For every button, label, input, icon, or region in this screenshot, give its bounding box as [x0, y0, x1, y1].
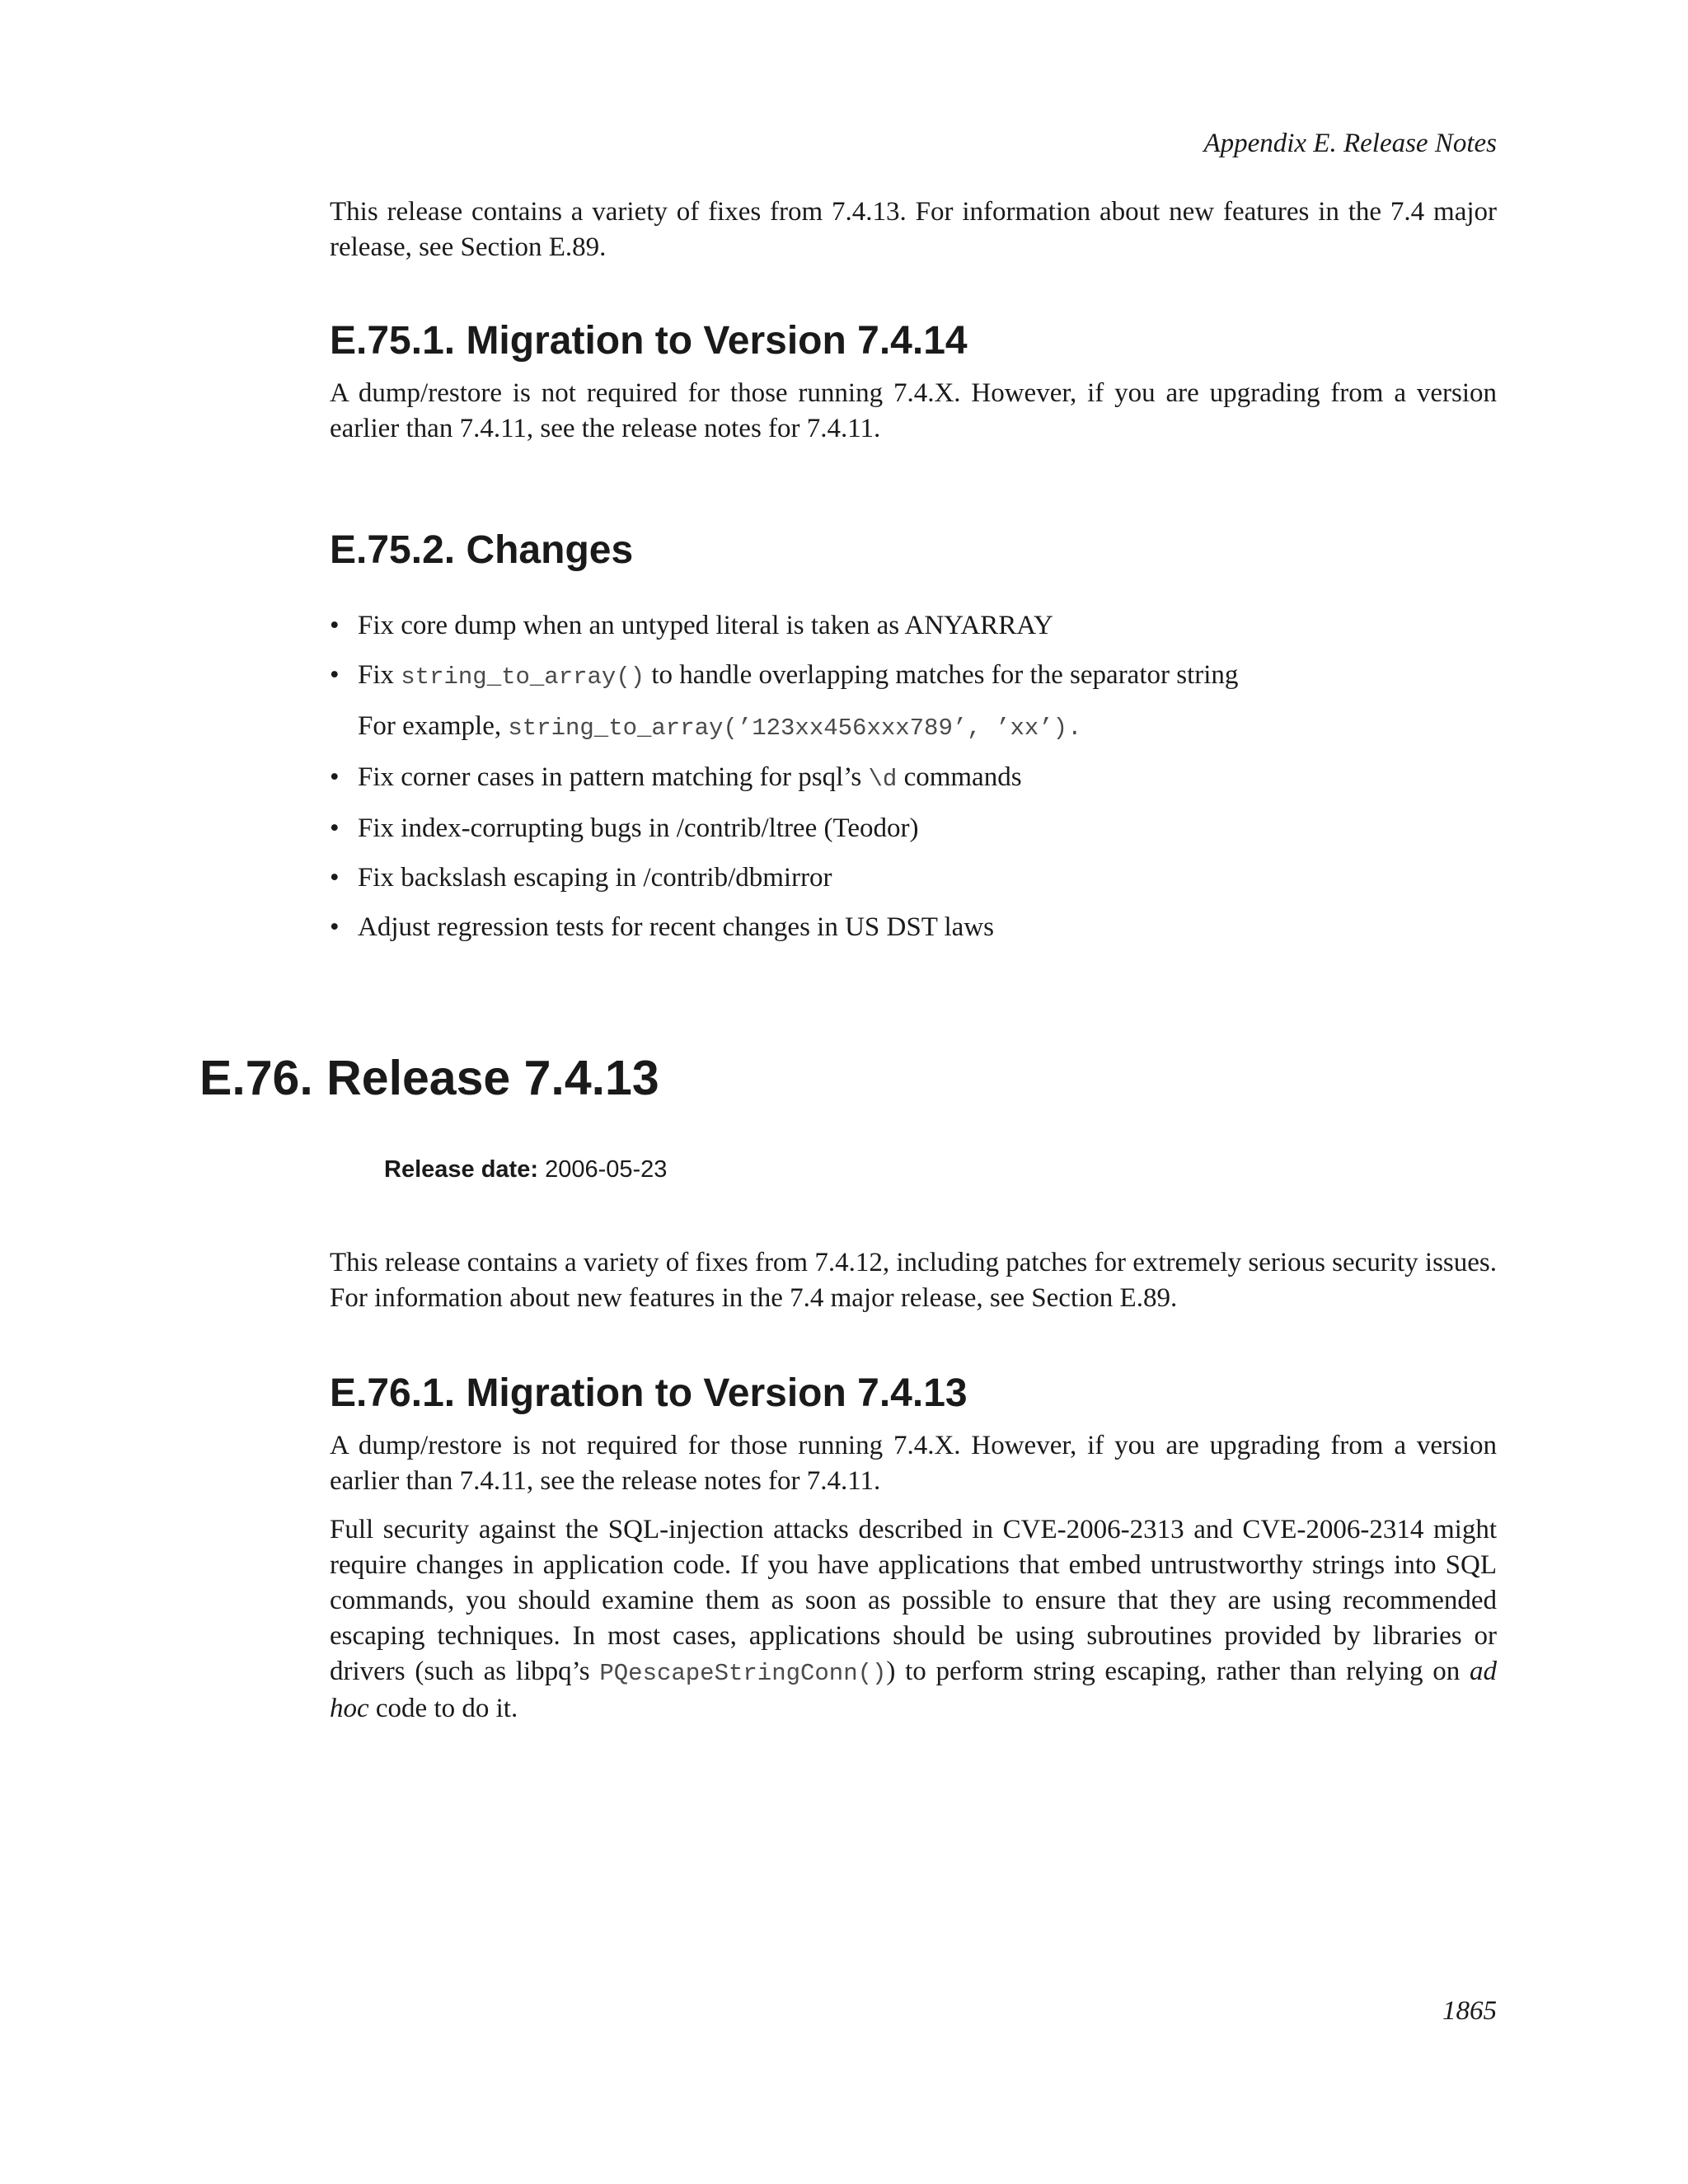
- migration-paragraph-7-4-13: A dump/restore is not required for those running 7.4.X. However, if you are upgrading from a version earlier than 7.4.11, see the release notes for 7.4.11.: [330, 1431, 1497, 1496]
- list-item-text: to handle overlapping matches for the separator string: [645, 660, 1239, 690]
- bullet-glyph: •: [330, 660, 340, 690]
- heading-e75-1: E.75.1. Migration to Version 7.4.14: [330, 319, 968, 363]
- release-date: [384, 1155, 1497, 1184]
- list-item-example: [330, 709, 1497, 746]
- release-date-value: 2006-05-23: [545, 1156, 668, 1183]
- security-text: code to do it.: [368, 1694, 518, 1723]
- bullet-glyph: •: [330, 813, 340, 843]
- security-paragraph: [330, 1512, 1497, 1727]
- example-text: For example,: [358, 711, 509, 741]
- list-item-text: Fix: [358, 660, 401, 690]
- list-item: [330, 910, 1497, 945]
- page-content: [199, 194, 1497, 1727]
- list-item-text: Fix corner cases in pattern matching for psql’s: [358, 762, 869, 792]
- list-item-text: Fix core dump when an untyped literal is taken as ANYARRAY: [358, 611, 1053, 640]
- code-pqescapestringconn: PQescapeStringConn(): [599, 1660, 887, 1687]
- list-item: [330, 860, 1497, 896]
- release-date-label: Release date:: [384, 1156, 538, 1183]
- bullet-glyph: •: [330, 611, 340, 640]
- list-item: [330, 608, 1497, 644]
- bullet-glyph: •: [330, 912, 340, 942]
- example-period: .: [1067, 715, 1082, 742]
- heading-e76-1: E.76.1. Migration to Version 7.4.13: [330, 1371, 968, 1415]
- running-header: Appendix E. Release Notes: [1203, 129, 1497, 158]
- code-backslash-d: \d: [868, 766, 898, 793]
- security-text: ) to perform string escaping, rather than relying on: [886, 1657, 1470, 1686]
- intro-paragraph-7-4-13: This release contains a variety of fixes from 7.4.12, including patches for extremely serious security issues. For information about new features in the 7.4 major release, see Section E.89.: [330, 1248, 1497, 1313]
- list-item-text: Fix backslash escaping in /contrib/dbmirror: [358, 863, 832, 893]
- emphasis-ad-hoc: ad hoc: [330, 1657, 1497, 1723]
- code-example: string_to_array(’123xx456xxx789’, ’xx’): [508, 715, 1068, 742]
- migration-paragraph-7-4-14: A dump/restore is not required for those running 7.4.X. However, if you are upgrading from a version earlier than 7.4.11, see the release notes for 7.4.11.: [330, 378, 1497, 443]
- list-item: [330, 658, 1497, 695]
- bullet-glyph: •: [330, 762, 340, 792]
- list-item: [330, 760, 1497, 797]
- intro-paragraph-7-4-14: This release contains a variety of fixes from 7.4.13. For information about new features in the 7.4 major release, see Section E.89.: [330, 197, 1497, 262]
- heading-e75-2: E.75.2. Changes: [330, 528, 634, 572]
- page-number: 1865: [1442, 1996, 1497, 2026]
- bullet-glyph: •: [330, 863, 340, 893]
- security-text: Full security against the SQL-injection attacks described in CVE-2006-2313 and CVE-2006-2314 might require changes in application code. If you have applications that embed untrustworthy strings into SQL commands, you should examine them as soon as possible to ensure that they are using recommended escaping techniques. In most cases, applications should be using subroutines provided by libraries or drivers (such as libpq’s: [330, 1515, 1497, 1686]
- list-item: [330, 811, 1497, 846]
- list-item-text: Fix index-corrupting bugs in /contrib/ltree (Teodor): [358, 813, 919, 843]
- list-item-text: Adjust regression tests for recent changes in US DST laws: [358, 912, 995, 942]
- heading-e76: E.76. Release 7.4.13: [199, 1051, 659, 1105]
- list-item-text: commands: [897, 762, 1022, 792]
- changes-list: [330, 608, 1497, 945]
- code-string-to-array: string_to_array(): [401, 663, 645, 691]
